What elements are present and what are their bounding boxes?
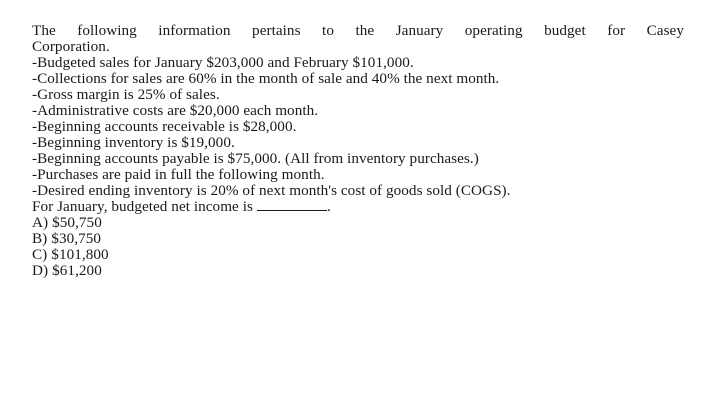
question-end: . [326,198,331,215]
intro-line-1: The following information pertains to the January operating budget for Casey [32,22,684,39]
fact-gross-margin: -Gross margin is 25% of sales. [32,86,220,103]
fact-beginning-inventory: -Beginning inventory is $19,000. [32,134,235,151]
option-value: $61,200 [52,262,102,279]
answer-blank [257,199,327,211]
option-letter: D) [32,262,49,279]
option-value: $101,800 [51,246,109,263]
fact-desired-ending-inventory: -Desired ending inventory is 20% of next month's cost of goods sold (COGS). [32,182,511,199]
question-document [32,23,702,279]
answer-options [32,215,702,279]
option-value: $50,750 [52,214,102,231]
option-letter: C) [32,246,48,263]
question-prompt [32,199,702,215]
intro-paragraph [32,23,702,55]
option-letter: A) [32,214,49,231]
intro-line-2: Corporation. [32,38,110,55]
option-d[interactable] [32,263,702,279]
option-letter: B) [32,230,48,247]
question-text: For January, budgeted net income is [32,198,253,215]
option-c[interactable] [32,247,702,263]
fact-beginning-receivable: -Beginning accounts receivable is $28,000. [32,118,297,135]
fact-beginning-payable: -Beginning accounts payable is $75,000. (All from inventory purchases.) [32,150,479,167]
fact-collections: -Collections for sales are 60% in the month of sale and 40% the next month. [32,70,500,87]
fact-purchases-payment: -Purchases are paid in full the following month. [32,166,325,183]
option-value: $30,750 [51,230,102,247]
option-b[interactable] [32,231,702,247]
fact-administrative-costs: -Administrative costs are $20,000 each month. [32,102,319,119]
fact-list [32,55,702,199]
option-a[interactable] [32,215,702,231]
fact-budgeted-sales: -Budgeted sales for January $203,000 and February $101,000. [32,54,414,71]
